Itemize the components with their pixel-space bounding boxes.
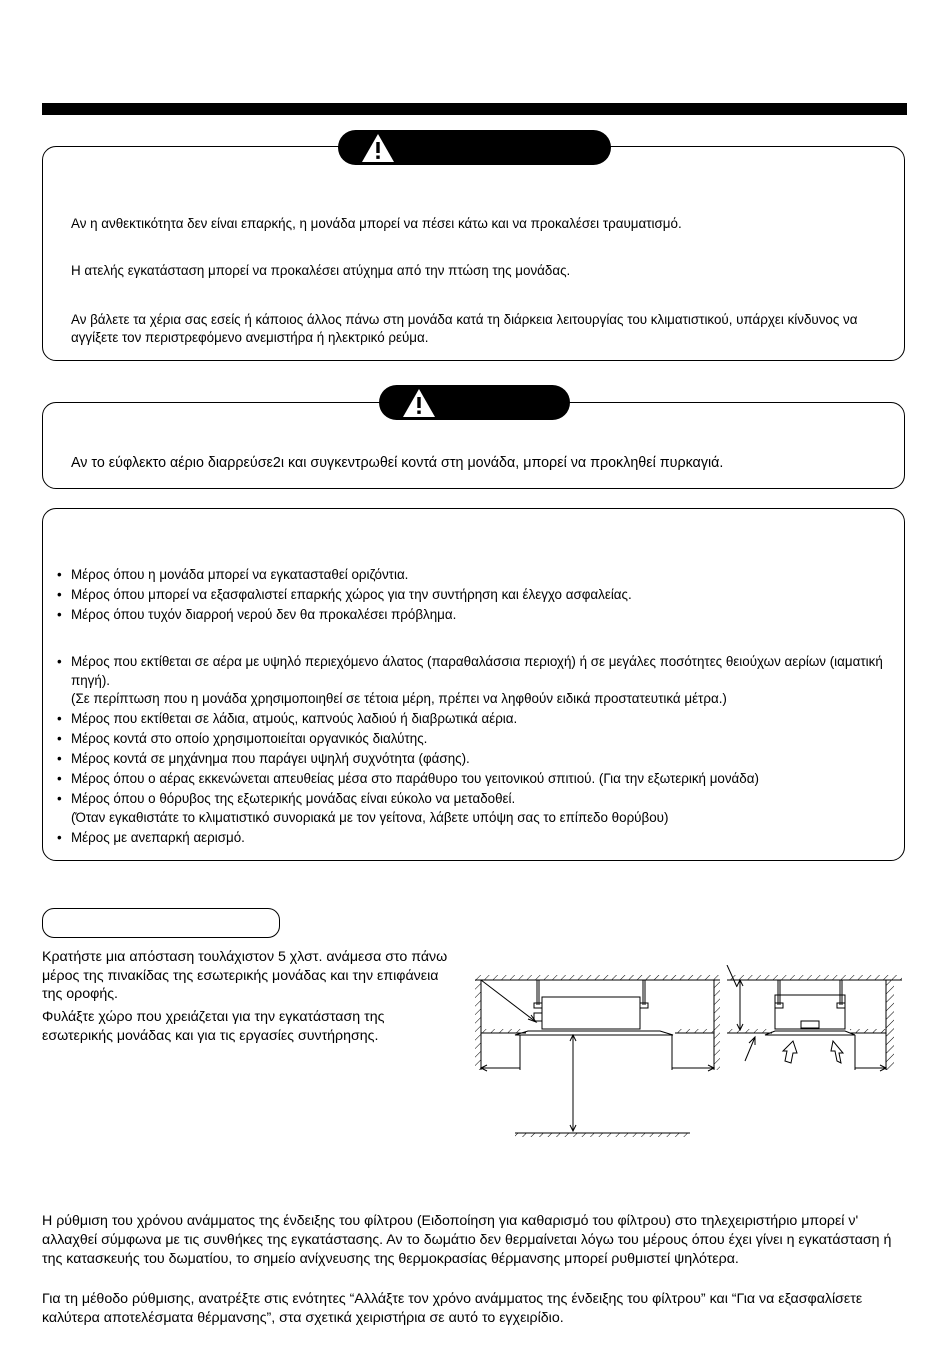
list-item: • Μέρος κοντά στο οποίο χρησιμοποιείται οργανικός διαλύτης. <box>57 730 884 749</box>
list-item <box>57 790 884 827</box>
list-item: • Μέρος όπου μπορεί να εξασφαλιστεί επαρκής χώρος για την συντήρηση και έλεγχο ασφαλείας. <box>57 586 884 605</box>
warning-item-3: Αν βάλετε τα χέρια σας εσείς ή κάποιος άλλος πάνω στη μονάδα κατά τη διάρκεια λειτουργίας του κλιματιστικού, υπάρχει κίνδυνος να αγγίξετε τον περιστρεφόμενο ανεμιστήρα ή ηλεκτρικό ρεύμα. <box>71 312 858 345</box>
filter-paragraph-1: Η ρύθμιση του χρόνου ανάμματος της ένδειξης του φίλτρου (Ειδοποίηση για καθαρισμό του φίλτρου) στο τηλεχειριστήριο μπορεί ν' αλλαχθεί σύμφωνα με τις συνθήκες της εγκατάστασης. Αν το δωμάτιο δεν θερμαίνεται λόγω του μέρους όπου έχει γίνει η εγκατάσταση ή της κατασκευής του δωματίου, το σημείο ανίχνευσης της θερμοκρασίας θέρμανσης μπορεί ρυθμιστεί ψηλότερα. <box>42 1213 892 1267</box>
warning-triangle-icon <box>401 387 437 419</box>
caution-label <box>379 385 570 420</box>
list-item: • Μέρος με ανεπαρκή αερισμό. <box>57 829 884 848</box>
list-item: • Μέρος που εκτίθεται σε λάδια, ατμούς, καπνούς λαδιού ή διαβρωτικά αέρια. <box>57 710 884 729</box>
warning-box <box>42 146 905 361</box>
space-paragraph-2: Φυλάξτε χώρο που χρειάζεται για την εγκατάσταση της εσωτερικής μονάδας και για τις εργασίες συντήρησης. <box>42 1009 385 1044</box>
list-item-main: Μέρος όπου ο θόρυβος της εξωτερικής μονάδας είναι εύκολο να μεταδοθεί. <box>71 791 516 806</box>
suitable-location-list <box>57 566 884 625</box>
list-item: • Μέρος όπου ο αέρας εκκενώνεται απευθείας μέσα στο παράθυρο του γειτονικού σπιτιού. (Για την εξωτερική μονάδα) <box>57 770 884 789</box>
warning-triangle-icon <box>360 132 396 164</box>
section-header-bar <box>42 103 907 115</box>
list-item: • Μέρος όπου τυχόν διαρροή νερού δεν θα προκαλέσει πρόβλημα. <box>57 606 884 625</box>
list-item-note: (Όταν εγκαθιστάτε το κλιματιστικό συνοριακά με τον γείτονα, λάβετε υπόψη σας το επίπεδο θορύβου) <box>71 809 669 825</box>
list-item: • Μέρος κοντά σε μηχάνημα που παράγει υψηλή συχνότητα (φάσης). <box>57 750 884 769</box>
location-box <box>42 508 905 861</box>
list-item-note: (Σε περίπτωση που η μονάδα χρησιμοποιηθεί σε τέτοια μέρη, πρέπει να ληφθούν ειδικά προστατευτικά μέτρα.) <box>71 691 727 706</box>
unsuitable-location-list <box>57 653 884 847</box>
list-item: • Μέρος όπου η μονάδα μπορεί να εγκατασταθεί οριζόντια. <box>57 566 884 585</box>
space-paragraph-1: Κρατήστε μια απόσταση τουλάχιστον 5 χλστ. ανάμεσα στο πάνω μέρος της πινακίδας της εσωτερικής μονάδας και την επιφάνεια της οροφής. <box>42 949 448 1002</box>
filter-paragraph-2: Για τη μέθοδο ρύθμισης, ανατρέξτε στις ενότητες “Αλλάξτε τον χρόνο ανάμματος της ένδειξης του φίλτρου” και “Για να εξασφαλίσετε καλύτερα αποτελέσματα θέρμανσης”, στα σχετικά χειριστήρια σε αυτό το εγχειρίδιο. <box>42 1291 863 1326</box>
list-item <box>57 653 884 709</box>
warning-item-2: Η ατελής εγκατάσταση μπορεί να προκαλέσει ατύχημα από την πτώση της μονάδας. <box>71 263 571 278</box>
subsection-label-box <box>42 908 280 938</box>
warning-label <box>338 130 611 165</box>
installation-space-diagram <box>465 965 910 1145</box>
caution-text: Αν το εύφλεκτο αέριο διαρρεύσε2ι και συγκεντρωθεί κοντά στη μονάδα, μπορεί να προκληθεί πυρκαγιά. <box>71 455 724 471</box>
warning-item-1: Αν η ανθεκτικότητα δεν είναι επαρκής, η μονάδα μπορεί να πέσει κάτω και να προκαλέσει τραυματισμό. <box>71 216 682 231</box>
list-item-main: Μέρος που εκτίθεται σε αέρα με υψηλό περιεχόμενο άλατος (παραθαλάσσια περιοχή) ή σε μεγάλες ποσότητες θειούχων αερίων (ιαματική πηγή). <box>71 654 883 688</box>
